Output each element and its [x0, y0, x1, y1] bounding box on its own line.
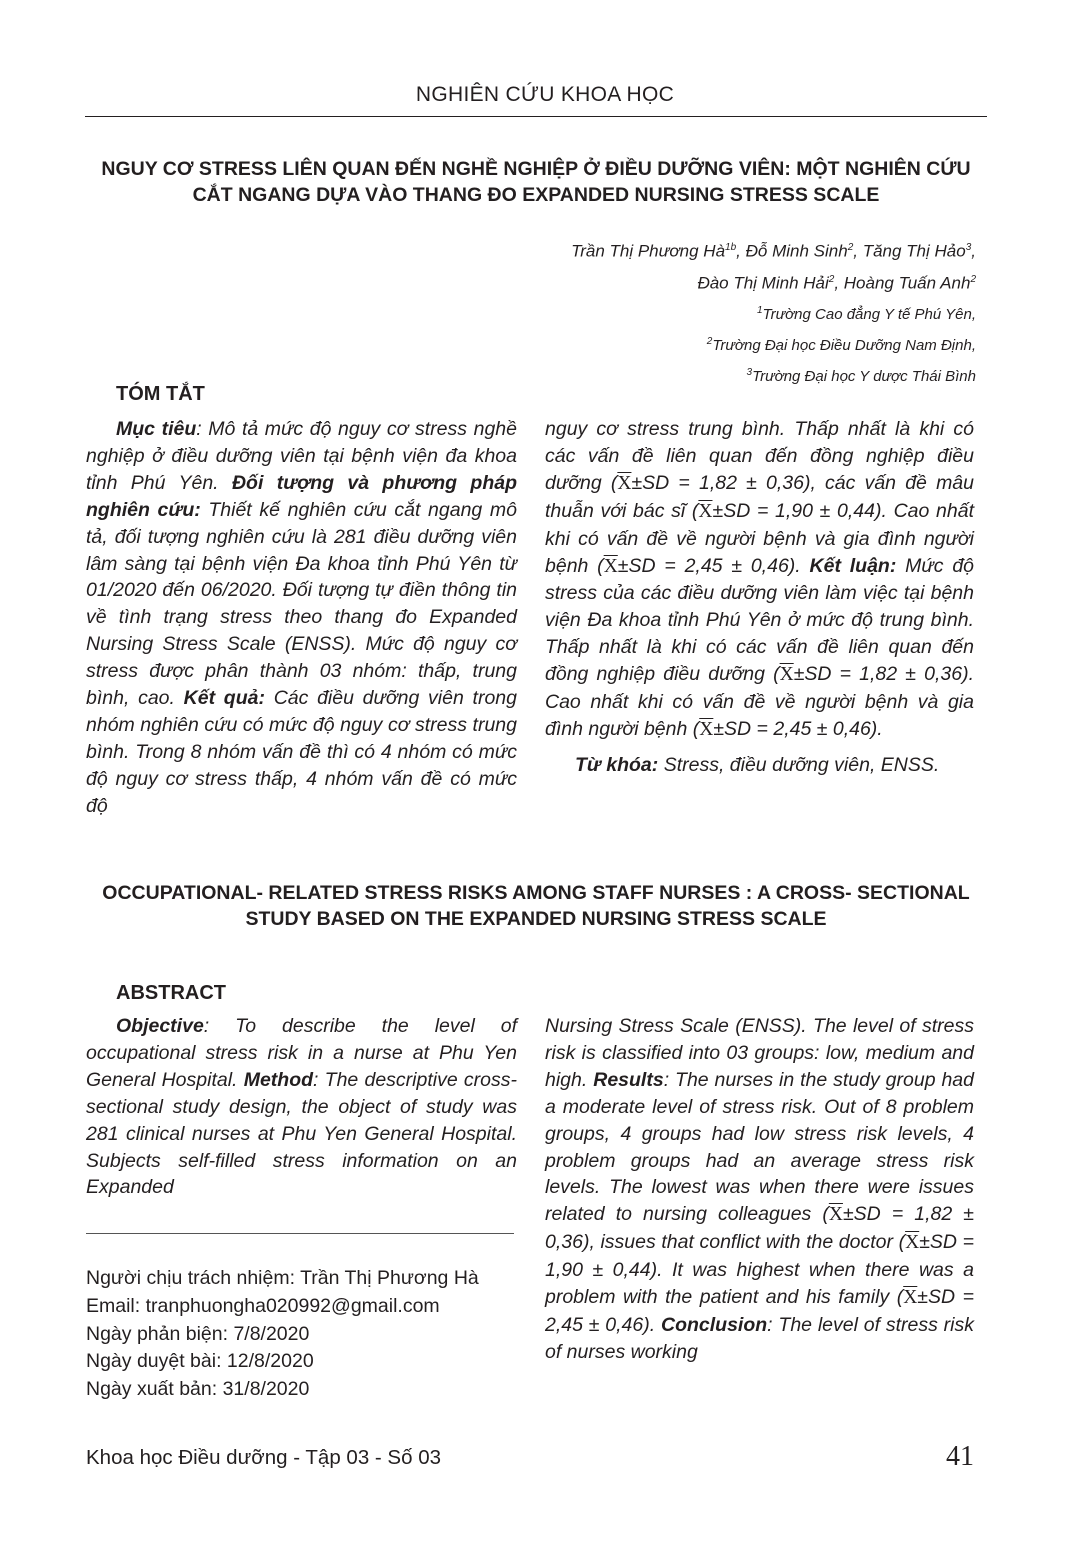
affiliation-sup: 2: [706, 336, 713, 348]
label-objective-en: Objective: [116, 1015, 204, 1037]
author-line-2: Đào Thị Minh Hải$^2$, Hoàng Tuấn Anh$^2$: [697, 273, 976, 293]
author-name: Đỗ Minh Sinh: [745, 241, 848, 261]
author-sup: 1b: [725, 242, 737, 253]
method-text: Thiết kế nghiên cứu cắt ngang mô tả, đối tượng nghiên cứu là 281 điều dưỡng viên lâm sàng tại bệnh viện Đa khoa tỉnh Phú Yên từ 01/2020 đến 06/2020. Đối tượng tự điền thông tin về tình trạng stress theo thang đo Expanded Nursing Stress Scale (ENSS). Mức độ nguy cơ stress được phân thành 03 nhóm: thấp, trung bình, cao.: [86, 498, 518, 710]
stat-text-en: ±SD = 2,45 ± 0,46).: [545, 1286, 974, 1336]
affiliation: [376, 328, 976, 359]
abstract-en-paragraph: [86, 1013, 517, 1201]
results-text-en: : The nurses in the study group had a moderate level of stress risk. Out of 8 problem groups, 4 groups had low stress risk levels, 4 problem groups had an average stress risk levels. The lowest was when there were issues related to nursing colleagues (: [545, 1068, 975, 1226]
author-name: Tăng Thị Hảo: [862, 241, 966, 261]
stat-text: ±SD = 1,82 ± 0,36), các vấn đề mâu thuẫn với bác sĩ (: [545, 471, 974, 522]
affiliation-text: Trường Cao đẳng Y tế Phú Yên,: [762, 306, 976, 324]
label-conclusion: Kết luận:: [809, 554, 897, 577]
accepted-date: Ngày duyệt bài: 12/8/2020: [86, 1350, 314, 1373]
header-rule: [85, 116, 987, 117]
results-text: Các điều dưỡng viên trong nhóm nghiên cứu có mức độ nguy cơ stress trung bình. Trong 8 nhóm vấn đề thì có 4 nhóm có mức độ nguy cơ stress thấp, 4 nhóm vấn đề có mức độ: [86, 687, 517, 817]
objective-text-en: : To describe the level of occupational stress risk in a nurse at Phu Yen General Hospital.: [86, 1015, 517, 1091]
keywords-text: Stress, điều dưỡng viên, ENSS.: [663, 753, 940, 776]
article-title-en: OCCUPATIONAL- RELATED STRESS RISKS AMONG STAFF NURSES : A CROSS- SECTIONAL STUDY BASED ON THE EXPANDED NURSING STRESS SCALE: [102, 882, 970, 930]
label-results: Kết quả:: [183, 687, 265, 710]
affiliation-text: Trường Đại học Y dược Thái Bình: [752, 368, 976, 386]
stat-text: ±SD = 1,90 ± 0,44). Cao nhất khi có vấn đề về người bệnh và gia đình người bệnh (: [545, 499, 974, 577]
abstract-vi-paragraph: [86, 416, 517, 820]
author-name: Trần Thị Phương Hà: [571, 241, 726, 261]
mean-symbol: $\overline{X}$: [603, 555, 618, 577]
author-name: Đào Thị Minh Hải: [697, 273, 829, 293]
running-header: NGHIÊN CỨU KHOA HỌC: [415, 83, 675, 106]
article-title-vi: NGUY CƠ STRESS LIÊN QUAN ĐẾN NGHỀ NGHIỆP Ở ĐIỀU DƯỠNG VIÊN: MỘT NGHIÊN CỨU CẮT NGANG DỰA VÀO THANG ĐO EXPANDED NURSING STRESS SCALE: [101, 158, 971, 206]
stat-text-en: ±SD = 1,82 ± 0,36), issues that conflict with the doctor (: [545, 1203, 974, 1254]
affiliation-sup: 1: [756, 305, 763, 317]
abstract-en-paragraph-cont: [545, 1013, 974, 1366]
author-sup: 2: [970, 273, 976, 285]
stat-text: ±SD = 1,82 ± 0,36). Cao nhất khi có vấn đề về người bệnh và gia đình người bệnh (: [545, 663, 974, 740]
abstract-en-right-column: [545, 1013, 974, 1366]
objective-text: : Mô tả mức độ nguy cơ stress nghề nghiệp ở điều dưỡng viên tại bệnh viện đa khoa tỉnh Phú Yên.: [86, 418, 517, 494]
stat-text: ±SD = 2,45 ± 0,46).: [713, 717, 883, 740]
mean-symbol: $\overline{X}$: [903, 1287, 918, 1309]
label-method-en: Method: [243, 1068, 314, 1091]
stat-text-en: ±SD = 1,90 ± 0,44). It was highest when there was a problem with the patient and his family (: [545, 1231, 974, 1309]
mean-symbol: $\overline{X}$: [699, 718, 714, 740]
abstract-heading-en: ABSTRACT: [116, 982, 226, 1004]
keywords: [545, 752, 974, 779]
corresponding-author: Người chịu trách nhiệm: Trần Thị Phương Hà: [86, 1267, 479, 1289]
conclusion-text-en: : The level of stress risk of nurses working: [545, 1313, 975, 1363]
abstract-heading-vi: TÓM TẮT: [116, 383, 205, 405]
method-text-en: : The descriptive cross-sectional study design, the object of study was 281 clinical nurses at Phu Yen General Hospital. Subjects self-filled stress information on an Expanded: [86, 1068, 518, 1199]
author-name: Hoàng Tuấn Anh: [843, 273, 971, 293]
conclusion-text: Mức độ stress của các điều dưỡng viên làm việc tại bệnh viện Đa khoa tỉnh Phú Yên ở mức độ trung bình. Thấp nhất là khi có các vấn đề liên quan đến đồng nghiệp điều dưỡng (: [545, 554, 975, 686]
label-keywords: Từ khóa:: [575, 753, 659, 776]
footer-journal-name: Khoa học Điều dưỡng - Tập 03 - Số 03: [86, 1446, 442, 1469]
label-results-en: Results: [593, 1068, 664, 1091]
author-sup: 2: [847, 242, 854, 253]
abstract-vi-right-column: [545, 416, 974, 779]
mean-symbol: $\overline{X}$: [905, 1232, 920, 1254]
abstract-vi-paragraph-cont: [545, 416, 974, 744]
stat-text: ±SD = 2,45 ± 0,46).: [617, 554, 801, 577]
author-sup: 2: [828, 273, 835, 285]
label-method: Đối tượng và phương pháp nghiên cứu:: [86, 471, 518, 521]
footnote-rule: [86, 1233, 514, 1234]
mean-symbol: $\overline{X}$: [779, 664, 794, 686]
affiliation: [376, 297, 976, 328]
author-line-1: Trần Thị Phương $Hà^{1b}$, Đỗ Minh Sinh$^2$, Tăng Thị Hảo$^3$,: [571, 241, 976, 261]
label-conclusion-en: Conclusion: [661, 1313, 768, 1336]
results-text-cont: nguy cơ stress trung bình. Thấp nhất là khi có các vấn đề liên quan đến đồng nghiệp điều dưỡng (: [545, 418, 974, 494]
published-date: Ngày xuất bản: 31/8/2020: [86, 1378, 310, 1401]
mean-symbol: $\overline{X}$: [698, 500, 713, 522]
footnotes: [86, 1265, 479, 1404]
mean-symbol: $\overline{X}$: [828, 1204, 843, 1226]
author-block: [376, 234, 976, 390]
abstract-en-left-column: [86, 1013, 517, 1201]
review-date: Ngày phản biện: 7/8/2020: [86, 1322, 310, 1345]
label-objective: Mục tiêu: [116, 418, 197, 440]
affiliation-text: Trường Đại học Điều Dưỡng Nam Định,: [712, 337, 976, 355]
abstract-vi-left-column: [86, 416, 517, 820]
affiliation: [376, 359, 976, 390]
mean-symbol: $\overline{X}$: [617, 472, 632, 494]
author-sup: 3: [965, 242, 972, 253]
page-number: 41: [946, 1441, 974, 1472]
email: Email: tranphuongha020992@gmail.com: [86, 1294, 440, 1317]
affiliation-sup: 3: [746, 367, 753, 379]
method-text-en-cont: Nursing Stress Scale (ENSS). The level of stress risk is classified into 03 groups: low, medium and high.: [545, 1015, 974, 1091]
